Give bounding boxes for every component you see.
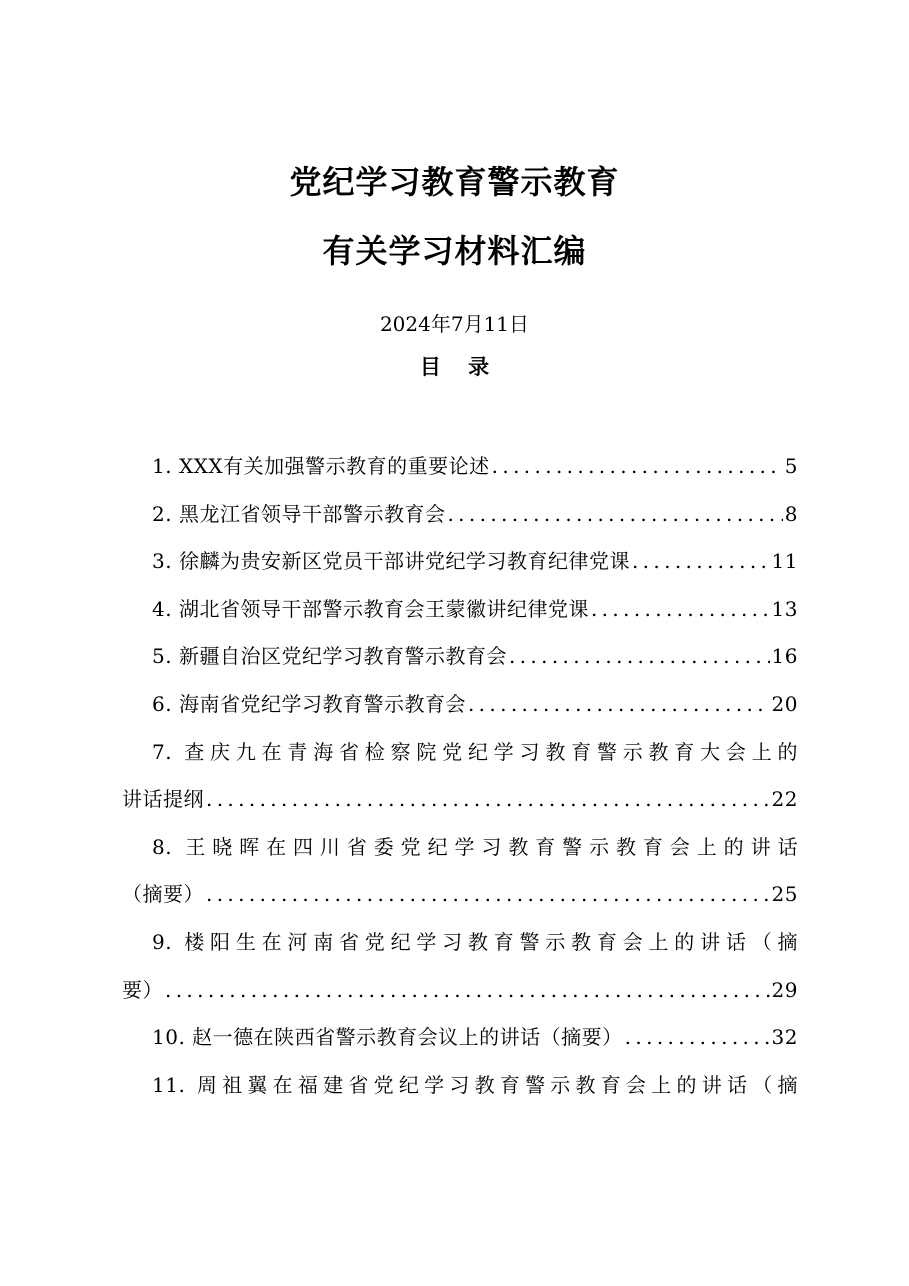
toc-page-number: 25 — [771, 882, 798, 907]
toc-entry[interactable] — [122, 543, 798, 591]
toc-page-number: 16 — [771, 644, 798, 669]
toc-page-number: 29 — [771, 977, 798, 1002]
toc-entry[interactable] — [122, 924, 798, 972]
toc-leader-dots — [468, 686, 770, 722]
toc-entry-continuation[interactable] — [122, 876, 798, 924]
document-title-line2: 有关学习材料汇编 — [322, 232, 587, 270]
toc-entry-text: 5. 新疆自治区党纪学习教育警示教育会 — [152, 644, 507, 669]
toc-entry-text: 2. 黑龙江省领导干部警示教育会 — [152, 501, 446, 526]
toc-entry-text-cont: 要） — [122, 977, 163, 1002]
toc-entry-text: 6. 海南省党纪学习教育警示教育会 — [152, 691, 466, 716]
document-date: 2024年7月11日 — [379, 312, 530, 336]
toc-entry-continuation[interactable] — [122, 972, 798, 1020]
toc-leader-dots — [492, 448, 783, 484]
toc-leader-dots — [206, 876, 770, 912]
toc-entry-text: 3. 徐麟为贵安新区党员干部讲党纪学习教育纪律党课 — [152, 549, 630, 574]
toc-leader-dots — [206, 781, 770, 817]
toc-entry[interactable] — [122, 1067, 798, 1115]
toc-leader-dots — [447, 496, 782, 532]
toc-entry[interactable] — [122, 591, 798, 639]
toc-leader-dots — [625, 1019, 770, 1055]
toc-entry[interactable] — [122, 638, 798, 686]
toc-entry-text-cont: 讲话提纲 — [122, 787, 204, 812]
toc-entry[interactable] — [122, 686, 798, 734]
toc-entry-text-cont: （摘要） — [122, 882, 204, 907]
toc-entry-text: 1. XXX有关加强警示教育的重要论述 — [152, 454, 490, 478]
toc-page-number: 8 — [784, 501, 798, 526]
toc-entry[interactable] — [122, 734, 798, 782]
toc-entry-text: 11. 周祖翼在福建省党纪学习教育警示教育会上的讲话（摘 — [152, 1072, 798, 1097]
toc-leader-dots — [509, 638, 770, 674]
toc-entry[interactable] — [122, 829, 798, 877]
toc-page-number: 32 — [771, 1025, 798, 1050]
toc-page-number: 11 — [771, 549, 798, 574]
toc-entry-text: 4. 湖北省领导干部警示教育会王蒙徽讲纪律党课 — [152, 596, 589, 621]
toc-heading: 目 录 — [419, 354, 500, 379]
toc-entry-text: 10. 赵一德在陕西省警示教育会议上的讲话（摘要） — [152, 1025, 623, 1050]
toc-entry-text: 9. 楼阳生在河南省党纪学习教育警示教育会上的讲话（摘 — [152, 929, 798, 954]
toc-page-number: 13 — [771, 596, 798, 621]
toc-entry-continuation[interactable] — [122, 781, 798, 829]
toc-entry[interactable] — [122, 496, 798, 544]
toc-entry-text: 7. 查庆九在青海省检察院党纪学习教育警示教育大会上的 — [152, 739, 798, 764]
toc-leader-dots — [632, 543, 770, 579]
toc-entry[interactable] — [122, 448, 798, 496]
table-of-contents — [122, 448, 798, 1114]
toc-entry[interactable] — [122, 1019, 798, 1067]
toc-page-number: 20 — [771, 691, 798, 716]
toc-entry-text: 8. 王晓晖在四川省委党纪学习教育警示教育会上的讲话 — [152, 834, 798, 859]
toc-leader-dots — [591, 591, 770, 627]
toc-page-number: 5 — [784, 454, 798, 478]
toc-page-number: 22 — [771, 787, 798, 812]
document-title-line1: 党纪学习教育警示教育 — [289, 163, 620, 201]
toc-leader-dots — [165, 972, 770, 1008]
